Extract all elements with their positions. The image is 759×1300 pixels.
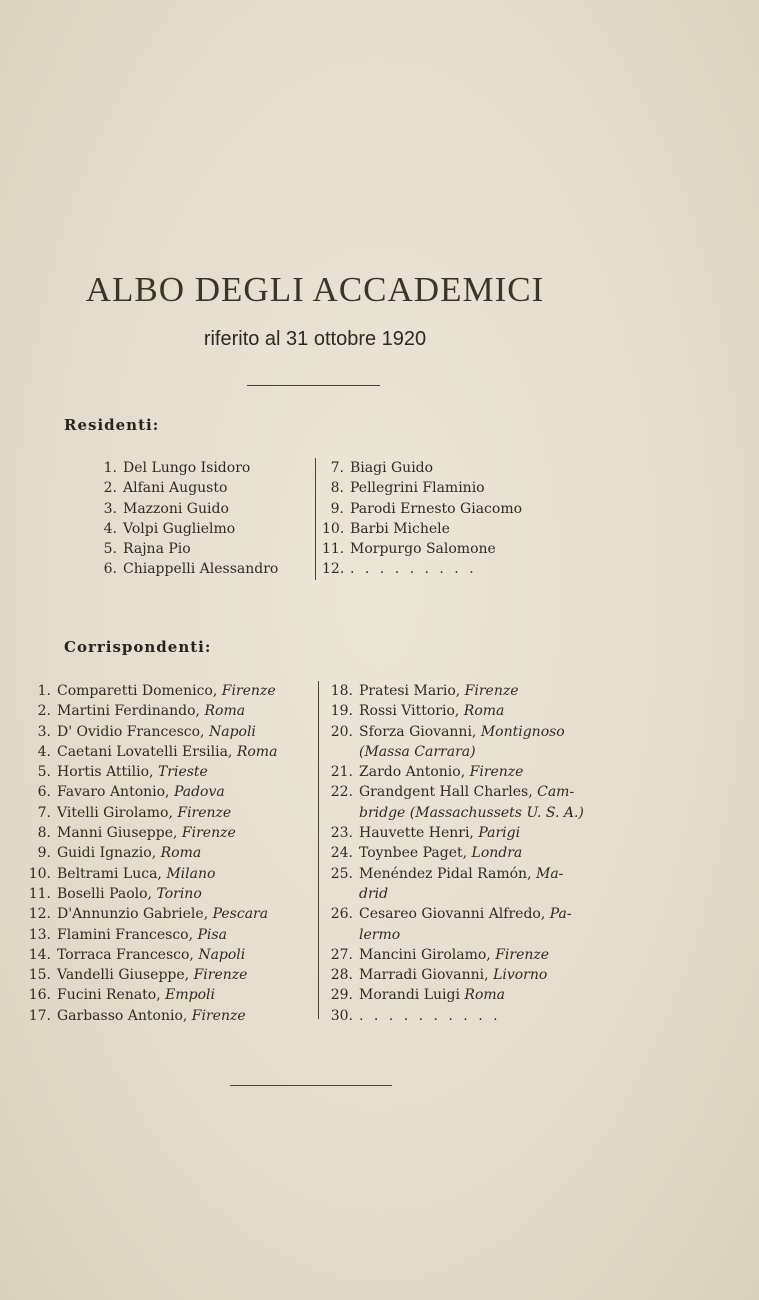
item-number: 3. xyxy=(103,500,117,517)
member-city: Empoli xyxy=(165,987,215,1004)
list-item xyxy=(326,782,584,802)
list-item xyxy=(322,499,522,519)
member-name: Barbi Michele xyxy=(350,520,450,537)
corrispondenti-list-left xyxy=(24,681,277,1026)
member-city: Firenze xyxy=(221,683,276,699)
item-number: 17. xyxy=(28,1007,51,1024)
member-city: Roma xyxy=(464,987,505,1004)
member-city: (Massa Carrara) xyxy=(359,743,476,760)
member-name: . . . . . . . . . . xyxy=(359,1007,501,1024)
list-item xyxy=(326,985,584,1005)
member-name: Martini Ferdinando, xyxy=(57,703,201,720)
list-item xyxy=(326,884,584,904)
list-item xyxy=(95,539,278,559)
item-number: 16. xyxy=(28,987,51,1004)
list-item xyxy=(24,803,277,823)
member-name: Caetani Lovatelli Ersilia, xyxy=(57,743,233,760)
list-item xyxy=(326,803,584,823)
member-city: Firenze xyxy=(469,764,524,781)
item-number: 10. xyxy=(322,520,345,537)
member-city: Pa- xyxy=(549,906,572,923)
residenti-list-right xyxy=(322,458,522,580)
list-item xyxy=(326,904,584,924)
member-city: Cam- xyxy=(537,784,575,801)
member-name: Manni Giuseppe, xyxy=(57,825,178,842)
member-name: Del Lungo Isidoro xyxy=(123,460,251,476)
member-city: Napoli xyxy=(198,946,246,963)
list-item xyxy=(24,843,277,863)
list-item xyxy=(24,681,277,701)
item-number: 27. xyxy=(330,946,353,963)
item-number: 6. xyxy=(103,561,117,578)
member-name: Flamini Francesco, xyxy=(57,926,194,943)
item-number: 18. xyxy=(330,683,353,699)
list-item xyxy=(322,559,522,579)
member-city: Roma xyxy=(236,743,278,760)
list-item xyxy=(95,559,278,579)
member-name: Rajna Pio xyxy=(123,541,191,558)
item-number: 14. xyxy=(28,946,51,963)
list-item xyxy=(24,904,277,924)
member-city: Pisa xyxy=(197,926,227,943)
item-number: 20. xyxy=(330,723,353,740)
list-item xyxy=(326,681,584,701)
residenti-list-left xyxy=(95,458,278,580)
list-item xyxy=(322,539,522,559)
list-item xyxy=(326,742,584,762)
member-name: Morandi Luigi xyxy=(359,987,460,1004)
member-name: Beltrami Luca, xyxy=(57,865,162,882)
title-divider xyxy=(247,385,380,386)
item-number: 11. xyxy=(28,885,51,902)
list-item xyxy=(95,458,278,478)
item-number: 21. xyxy=(330,764,353,781)
member-name: D' Ovidio Francesco, xyxy=(57,723,205,740)
list-item xyxy=(326,843,584,863)
item-number: 12. xyxy=(28,906,51,923)
item-number: 8. xyxy=(37,825,51,842)
item-number: 9. xyxy=(330,500,344,517)
item-number: 7. xyxy=(37,804,51,821)
member-city: Livorno xyxy=(493,967,548,984)
member-name: Comparetti Domenico, xyxy=(57,683,218,699)
member-name: . . . . . . . . . xyxy=(350,561,477,578)
member-name: Parodi Ernesto Giacomo xyxy=(350,500,523,517)
item-number: 24. xyxy=(330,845,353,862)
item-number: 23. xyxy=(330,825,353,842)
member-name: Vitelli Girolamo, xyxy=(57,804,173,821)
list-item xyxy=(24,782,277,802)
list-item xyxy=(24,985,277,1005)
member-name: Morpurgo Salomone xyxy=(350,541,496,558)
item-number: 1. xyxy=(37,683,51,699)
list-item xyxy=(24,945,277,965)
item-number: 5. xyxy=(37,764,51,781)
corrispondenti-column-divider xyxy=(318,681,319,1019)
list-item xyxy=(95,499,278,519)
list-item xyxy=(24,722,277,742)
member-city: Firenze xyxy=(191,1007,246,1024)
item-number: 26. xyxy=(330,906,353,923)
member-name: D'Annunzio Gabriele, xyxy=(57,906,209,923)
corrispondenti-list-right xyxy=(326,681,584,1026)
item-number: 3. xyxy=(37,723,51,740)
list-item xyxy=(326,864,584,884)
list-item xyxy=(24,864,277,884)
item-number: 7. xyxy=(330,460,344,476)
member-name: Cesareo Giovanni Alfredo, xyxy=(359,906,546,923)
member-city: Roma xyxy=(160,845,202,862)
list-item xyxy=(326,701,584,721)
list-item xyxy=(326,722,584,742)
item-number: 9. xyxy=(37,845,51,862)
member-city: Firenze xyxy=(181,825,236,842)
member-city: Firenze xyxy=(193,967,248,984)
item-number: 22. xyxy=(330,784,353,801)
member-city: Padova xyxy=(173,784,225,801)
member-city: Firenze xyxy=(177,804,232,821)
member-city: Firenze xyxy=(495,946,550,963)
item-number: 12. xyxy=(322,561,345,578)
member-name: Biagi Guido xyxy=(350,460,434,476)
list-item xyxy=(326,965,584,985)
list-item xyxy=(24,925,277,945)
list-item xyxy=(326,823,584,843)
member-city: Parigi xyxy=(478,825,521,842)
member-city: Milano xyxy=(166,865,216,882)
item-number: 19. xyxy=(330,703,353,720)
item-number: 28. xyxy=(330,967,353,984)
item-number: 4. xyxy=(37,743,51,760)
member-city: Pescara xyxy=(212,906,269,923)
member-name: Volpi Guglielmo xyxy=(123,520,236,537)
page-title: ALBO DEGLI ACCADEMICI xyxy=(85,270,545,309)
member-city: Ma- xyxy=(535,865,564,882)
member-name: Pratesi Mario, xyxy=(359,683,461,699)
item-number: 5. xyxy=(103,541,117,558)
member-name: Favaro Antonio, xyxy=(57,784,170,801)
member-name: Vandelli Giuseppe, xyxy=(57,967,190,984)
member-name: Garbasso Antonio, xyxy=(57,1007,188,1024)
list-item xyxy=(24,1006,277,1026)
member-name: Marradi Giovanni, xyxy=(359,967,489,984)
list-item xyxy=(322,478,522,498)
member-city: Torino xyxy=(156,885,202,902)
member-city: bridge (Massachussets U. S. A.) xyxy=(359,804,584,821)
member-city: Roma xyxy=(463,703,505,720)
item-number: 25. xyxy=(330,865,353,882)
member-name: Pellegrini Flaminio xyxy=(350,480,485,497)
member-name: Zardo Antonio, xyxy=(359,764,466,781)
member-city: Trieste xyxy=(157,764,208,781)
list-item xyxy=(24,701,277,721)
member-name: Menéndez Pidal Ramón, xyxy=(359,865,532,882)
member-name: Toynbee Paget, xyxy=(359,845,468,862)
item-number: 13. xyxy=(28,926,51,943)
list-item xyxy=(326,762,584,782)
item-number: 6. xyxy=(37,784,51,801)
item-number: 10. xyxy=(28,865,51,882)
member-name: Torraca Francesco, xyxy=(57,946,194,963)
list-item xyxy=(322,519,522,539)
item-number: 8. xyxy=(330,480,344,497)
member-name: Fucini Renato, xyxy=(57,987,161,1004)
list-item xyxy=(24,965,277,985)
member-name: Sforza Giovanni, xyxy=(359,723,477,740)
list-item xyxy=(322,458,522,478)
item-number: 30. xyxy=(330,1007,353,1024)
residenti-heading: Residenti: xyxy=(64,416,160,434)
item-number: 1. xyxy=(103,460,117,476)
corrispondenti-heading: Corrispondenti: xyxy=(64,638,212,656)
item-number: 4. xyxy=(103,520,117,537)
list-item xyxy=(24,762,277,782)
member-name: Hauvette Henri, xyxy=(359,825,474,842)
member-name: Grandgent Hall Charles, xyxy=(359,784,533,801)
member-city: Napoli xyxy=(208,723,256,740)
member-city: Londra xyxy=(471,845,523,862)
list-item xyxy=(326,925,584,945)
member-name: Guidi Ignazio, xyxy=(57,845,157,862)
member-name: Chiappelli Alessandro xyxy=(123,561,279,578)
member-city: Montignoso xyxy=(480,723,565,740)
member-city: drid xyxy=(359,885,389,902)
member-name: Boselli Paolo, xyxy=(57,885,152,902)
item-number: 11. xyxy=(322,541,345,558)
item-number: 2. xyxy=(37,703,51,720)
member-city: Firenze xyxy=(464,683,519,699)
list-item xyxy=(95,478,278,498)
member-name: Rossi Vittorio, xyxy=(359,703,460,720)
member-name: Hortis Attilio, xyxy=(57,764,154,781)
list-item xyxy=(326,945,584,965)
footer-divider xyxy=(230,1085,392,1086)
member-name: Mancini Girolamo, xyxy=(359,946,491,963)
member-name: Mazzoni Guido xyxy=(123,500,229,517)
item-number: 29. xyxy=(330,987,353,1004)
list-item xyxy=(24,823,277,843)
list-item xyxy=(24,742,277,762)
list-item xyxy=(95,519,278,539)
item-number: 2. xyxy=(103,480,117,497)
item-number: 15. xyxy=(28,967,51,984)
list-item xyxy=(326,1006,584,1026)
page-subtitle: riferito al 31 ottobre 1920 xyxy=(203,328,427,350)
member-city: lermo xyxy=(359,926,401,943)
residenti-column-divider xyxy=(315,458,316,580)
member-city: Roma xyxy=(204,703,246,720)
list-item xyxy=(24,884,277,904)
member-name: Alfani Augusto xyxy=(123,480,228,497)
